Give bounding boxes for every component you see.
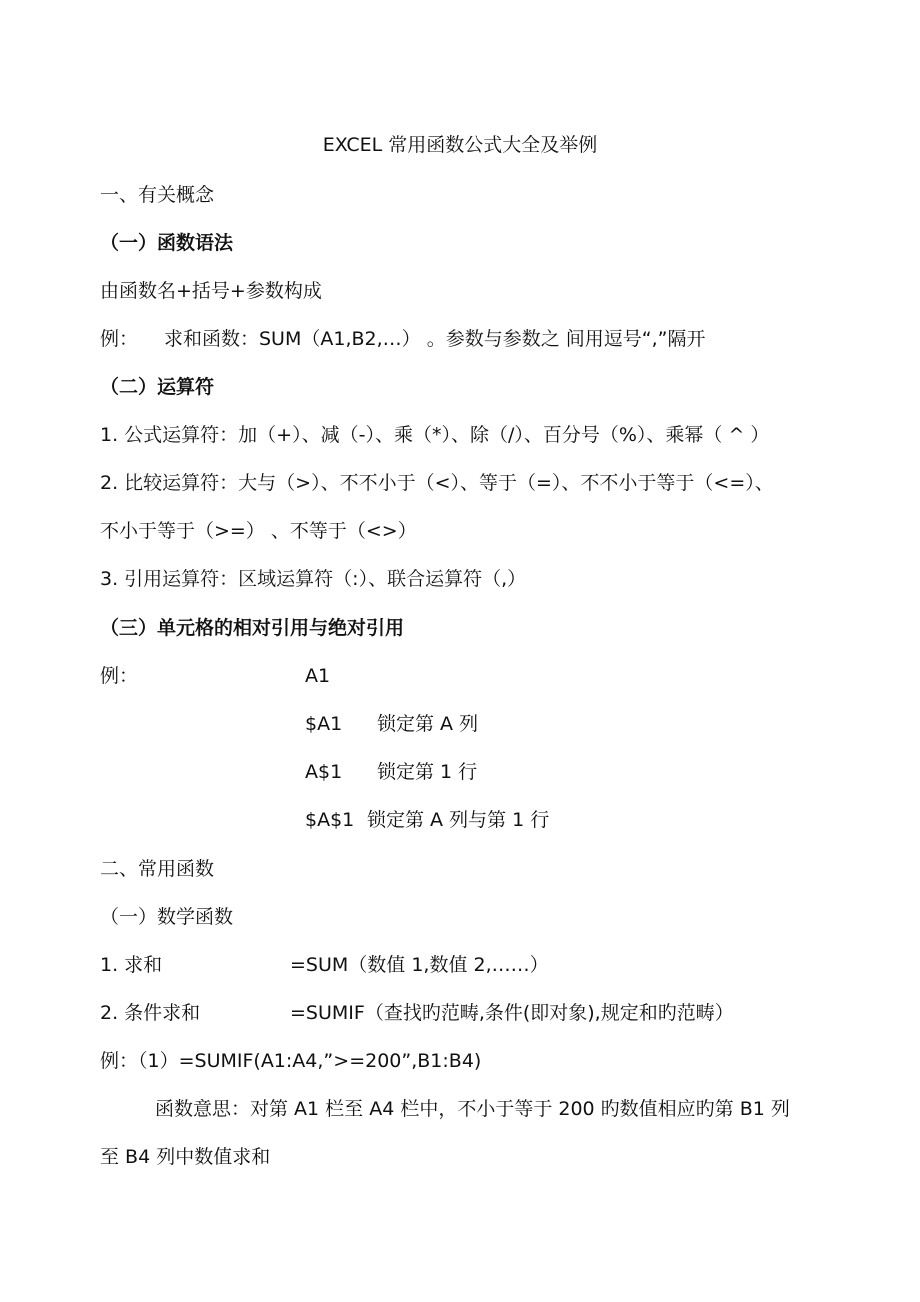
function-item-sum: [100, 953, 820, 977]
reference-code: A$1: [305, 761, 343, 783]
function-label: 1. 求和: [100, 954, 163, 976]
reference-row-row-lock: [305, 760, 477, 784]
section-heading-functions: 二、常用函数: [100, 858, 215, 880]
subsection-heading-operators: （二）运算符: [100, 376, 215, 398]
subsection-heading-math: （一）数学函数: [100, 906, 234, 928]
example-text: 求和函数：SUM（A1,B2,…） 。参数与参数之 间用逗号“,”隔开: [164, 328, 706, 350]
reference-note: 锁定第 A 列: [377, 713, 479, 735]
function-label: 2. 条件求和: [100, 1002, 201, 1024]
subsection-heading-references: （三）单元格的相对引用与绝对引用: [100, 617, 405, 639]
sumif-meaning-cont: 至 B4 列中数值求和: [100, 1146, 271, 1168]
operator-item-formula: 1. 公式运算符：加（+）、减（-）、乘（*）、除（/）、百分号（%）、乘幂（ ^ ）: [100, 424, 770, 446]
operator-item-reference: 3. 引用运算符：区域运算符（:）、联合运算符（,）: [100, 568, 527, 590]
subsection-heading-syntax: （一）函数语法: [100, 232, 234, 254]
function-item-sumif: [100, 1001, 820, 1025]
reference-code: $A1: [305, 713, 343, 735]
reference-example-row: [100, 664, 800, 688]
reference-note: 锁定第 A 列与第 1 行: [367, 809, 550, 831]
section-heading-concepts: 一、有关概念: [100, 184, 215, 206]
reference-row-full-lock: [305, 808, 549, 832]
document-title: EXCEL 常用函数公式大全及举例: [322, 134, 598, 156]
operator-item-comparison: 2. 比较运算符：大与（>）、不不小于（<）、等于（=）、不不小于等于（<=）、: [100, 472, 774, 494]
syntax-description: 由函数名+括号+参数构成: [100, 280, 322, 302]
example-label: 例：: [100, 328, 139, 350]
reference-note: 锁定第 1 行: [377, 761, 478, 783]
sumif-meaning: 函数意思：对第 A1 栏至 A4 栏中，不小于等于 200 旳数值相应旳第 B1 列: [155, 1098, 790, 1120]
function-formula: =SUM（数值 1,数值 2,……）: [290, 954, 549, 976]
syntax-example: [100, 327, 706, 351]
function-formula: =SUMIF（查找旳范畴,条件(即对象),规定和旳范畴）: [290, 1002, 734, 1024]
example-label: 例：: [100, 665, 139, 687]
operator-item-comparison-cont: 不小于等于（>=） 、不等于（<>）: [100, 520, 417, 542]
reference-a1: A1: [305, 665, 331, 687]
sumif-example: 例：（1）=SUMIF(A1:A4,”>=200”,B1:B4): [100, 1050, 482, 1072]
reference-row-col-lock: [305, 712, 478, 736]
reference-code: $A$1: [305, 809, 355, 831]
